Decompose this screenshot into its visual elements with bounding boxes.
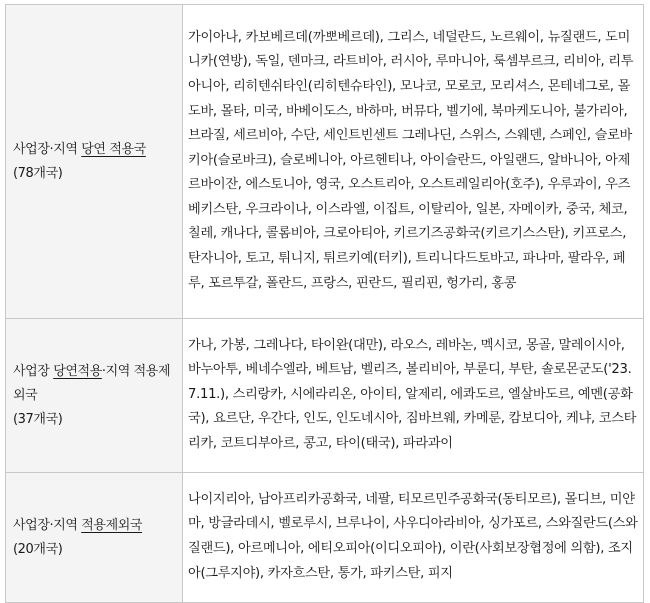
category-label xyxy=(13,360,176,408)
country-list: 가이아나, 카보베르데(까뽀베르데), 그리스, 네덜란드, 노르웨이, 뉴질랜드, 도미니카(연방), 독일, 덴마크, 라트비아, 러시아, 루마니아, 룩셈부르크, 리비아, 리투아니아, 리히텐쉬타인(리히텐슈타인), 모나코, 모로코, 모리셔스, 몬테네그로, 몰도바, 몰타, 미국, 바베이도스, 바하마, 버뮤다, 벨기에, 북마케도니아, 불가리아, 브라질, 세르비아, 수단, 세인트빈센트 그레나딘, 스위스, 스웨덴, 스페인, 슬로바키아(슬로바크), 슬로베니아, 아르헨티나, 아이슬란드, 아일랜드, 알바니아, 아제르바이잔, 에스토니아, 영국, 오스트리아, 오스트레일리아(호주), 우루과이, 우즈베키스탄, 우크라이나, 이스라엘, 이집트, 이탈리아, 일본, 자메이카, 중국, 체코, 칠레, 캐나다, 콜롬비아, 크로아티아, 키르기즈공화국(키르기스스탄), 키프로스, 탄자니아, 토고, 튀니지, 튀르키예(터키), 트리니다드토바고, 파나마, 팔라우, 페루, 포르투갈, 폴란드, 프랑스, 핀란드, 필리핀, 헝가리, 홍콩 xyxy=(183,5,644,319)
category-label xyxy=(13,138,176,162)
category-cell xyxy=(6,5,183,319)
category-label-text: 사업장 xyxy=(13,363,54,379)
country-list: 나이지리아, 남아프리카공화국, 네팔, 티모르민주공화국(동티모르), 몰디브, 미얀마, 방글라데시, 벨로루시, 브루나이, 사우디아라비아, 싱가포르, 스와질란드(스와질랜드), 아르메니아, 에티오피아(이디오피아), 이란(사회보장협정에 의함), 조지아(그루지야), 카자흐스탄, 통가, 파키스탄, 피지 xyxy=(183,473,644,603)
country-count: (20개국) xyxy=(13,541,63,557)
country-classification-table xyxy=(5,4,644,603)
category-cell xyxy=(6,473,183,603)
country-count: (78개국) xyxy=(13,165,63,181)
table-row xyxy=(6,473,644,603)
category-label-text: ·지역 적용제외국 xyxy=(13,363,171,403)
country-count: (37개국) xyxy=(13,411,63,427)
category-cell xyxy=(6,319,183,473)
category-label-underlined: 당연 적용국 xyxy=(81,141,146,157)
table-row xyxy=(6,5,644,319)
country-list: 가나, 가봉, 그레나다, 타이완(대만), 라오스, 레바논, 멕시코, 몽골, 말레이시아, 바누아투, 베네수엘라, 베트남, 벨리즈, 볼리비아, 부룬디, 부탄, 솔로몬군도('23.7.11.), 스리랑카, 시에라리온, 아이티, 알제리, 에콰도르, 엘살바도르, 예멘(공화국), 요르단, 우간다, 인도, 인도네시아, 짐바브웨, 카메룬, 캄보디아, 케냐, 코스타리카, 코트디부아르, 콩고, 타이(태국), 파라과이 xyxy=(183,319,644,473)
category-label xyxy=(13,514,176,538)
category-label-text: 사업장·지역 xyxy=(13,517,82,533)
category-label-underlined: 적용제외국 xyxy=(81,517,143,533)
category-label-underlined: 당연적용 xyxy=(53,363,102,379)
category-label-text: 사업장·지역 xyxy=(13,141,82,157)
table-row xyxy=(6,319,644,473)
